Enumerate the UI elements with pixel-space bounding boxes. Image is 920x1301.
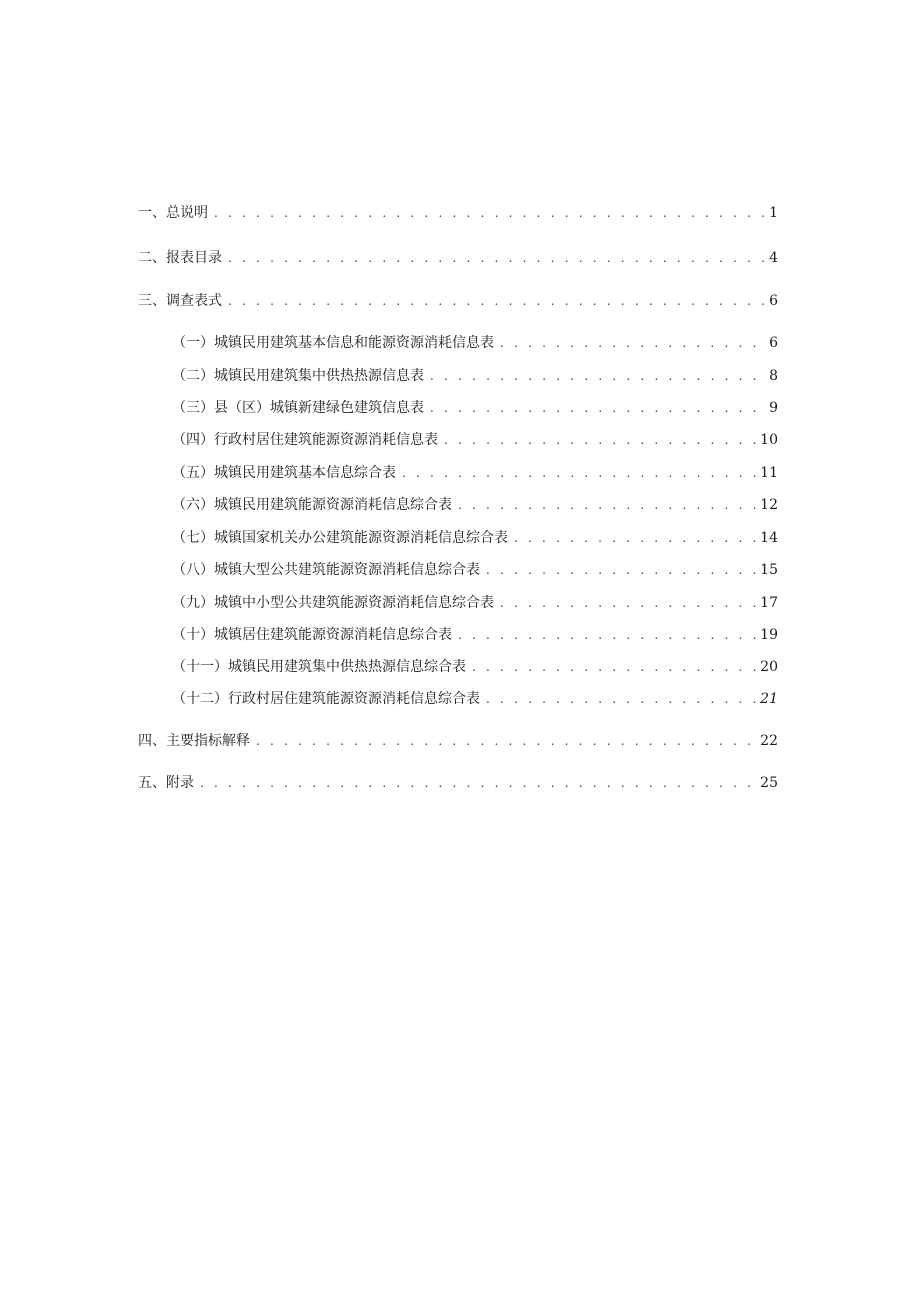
toc-entry[interactable] — [138, 774, 778, 792]
toc-entry-title: 一、总说明 — [138, 205, 208, 221]
toc-dot-leader — [228, 249, 765, 267]
toc-entry-page-number: 20 — [760, 659, 778, 675]
toc-dot-leader — [486, 561, 756, 579]
toc-entry-page-number: 6 — [769, 335, 778, 351]
toc-entry-title: （九）城镇中小型公共建筑能源资源消耗信息综合表 — [172, 595, 494, 611]
toc-entry-page-number: 25 — [760, 775, 778, 791]
toc-dot-leader — [514, 529, 756, 547]
toc-dot-leader — [500, 594, 756, 612]
toc-entry[interactable] — [172, 496, 778, 514]
toc-dot-leader — [214, 204, 765, 222]
toc-dot-leader — [500, 334, 765, 352]
toc-dot-leader — [402, 464, 756, 482]
toc-dot-leader — [458, 496, 756, 514]
toc-entry-page-number: 11 — [760, 465, 778, 481]
toc-dot-leader — [430, 399, 765, 417]
toc-entry[interactable] — [172, 529, 778, 547]
toc-entry-page-number: 1 — [769, 205, 778, 221]
toc-entry-page-number: 14 — [760, 530, 778, 546]
toc-entry-title: 四、主要指标解释 — [138, 733, 250, 749]
toc-entry[interactable] — [172, 594, 778, 612]
toc-entry[interactable] — [138, 249, 778, 267]
toc-entry[interactable] — [138, 204, 778, 222]
toc-entry-page-number: 9 — [769, 400, 778, 416]
toc-entry-page-number: 10 — [760, 432, 778, 448]
toc-entry[interactable] — [138, 732, 778, 750]
toc-entry-title: （三）县（区）城镇新建绿色建筑信息表 — [172, 400, 424, 416]
toc-entry-page-number: 12 — [760, 497, 778, 513]
toc-dot-leader — [458, 626, 756, 644]
toc-dot-leader — [444, 431, 756, 449]
toc-entry-title: 五、附录 — [138, 775, 194, 791]
toc-entry-page-number: 19 — [760, 627, 778, 643]
toc-dot-leader — [228, 292, 765, 310]
toc-dot-leader — [256, 732, 756, 750]
toc-entry-page-number: 8 — [769, 368, 778, 384]
toc-entry-page-number: 15 — [760, 562, 778, 578]
toc-entry-title: （六）城镇民用建筑能源资源消耗信息综合表 — [172, 497, 452, 513]
toc-entry-page-number: 22 — [760, 733, 778, 749]
toc-entry-title: （十二）行政村居住建筑能源资源消耗信息综合表 — [172, 691, 480, 707]
toc-entry[interactable] — [172, 334, 778, 352]
toc-dot-leader — [486, 690, 756, 708]
toc-entry[interactable] — [172, 690, 778, 708]
toc-entry-title: （四）行政村居住建筑能源资源消耗信息表 — [172, 432, 438, 448]
toc-entry-title: （七）城镇国家机关办公建筑能源资源消耗信息综合表 — [172, 530, 508, 546]
toc-entry[interactable] — [172, 431, 778, 449]
toc-entry-page-number: 17 — [760, 595, 778, 611]
toc-entry-title: （一）城镇民用建筑基本信息和能源资源消耗信息表 — [172, 335, 494, 351]
toc-dot-leader — [430, 367, 765, 385]
toc-entry[interactable] — [172, 658, 778, 676]
toc-entry-title: 三、调查表式 — [138, 293, 222, 309]
toc-entry-page-number: 21 — [760, 691, 778, 707]
toc-entry[interactable] — [172, 399, 778, 417]
toc-dot-leader — [200, 774, 756, 792]
toc-dot-leader — [472, 658, 756, 676]
toc-entry-page-number: 6 — [769, 293, 778, 309]
toc-entry-title: 二、报表目录 — [138, 250, 222, 266]
toc-entry-title: （八）城镇大型公共建筑能源资源消耗信息综合表 — [172, 562, 480, 578]
toc-entry[interactable] — [172, 626, 778, 644]
toc-entry[interactable] — [138, 292, 778, 310]
toc-entry[interactable] — [172, 464, 778, 482]
toc-entry-title: （二）城镇民用建筑集中供热热源信息表 — [172, 368, 424, 384]
toc-entry-title: （五）城镇民用建筑基本信息综合表 — [172, 465, 396, 481]
toc-entry-page-number: 4 — [769, 250, 778, 266]
toc-entry-title: （十一）城镇民用建筑集中供热热源信息综合表 — [172, 659, 466, 675]
toc-entry-title: （十）城镇居住建筑能源资源消耗信息综合表 — [172, 627, 452, 643]
toc-entry[interactable] — [172, 561, 778, 579]
toc-entry[interactable] — [172, 367, 778, 385]
